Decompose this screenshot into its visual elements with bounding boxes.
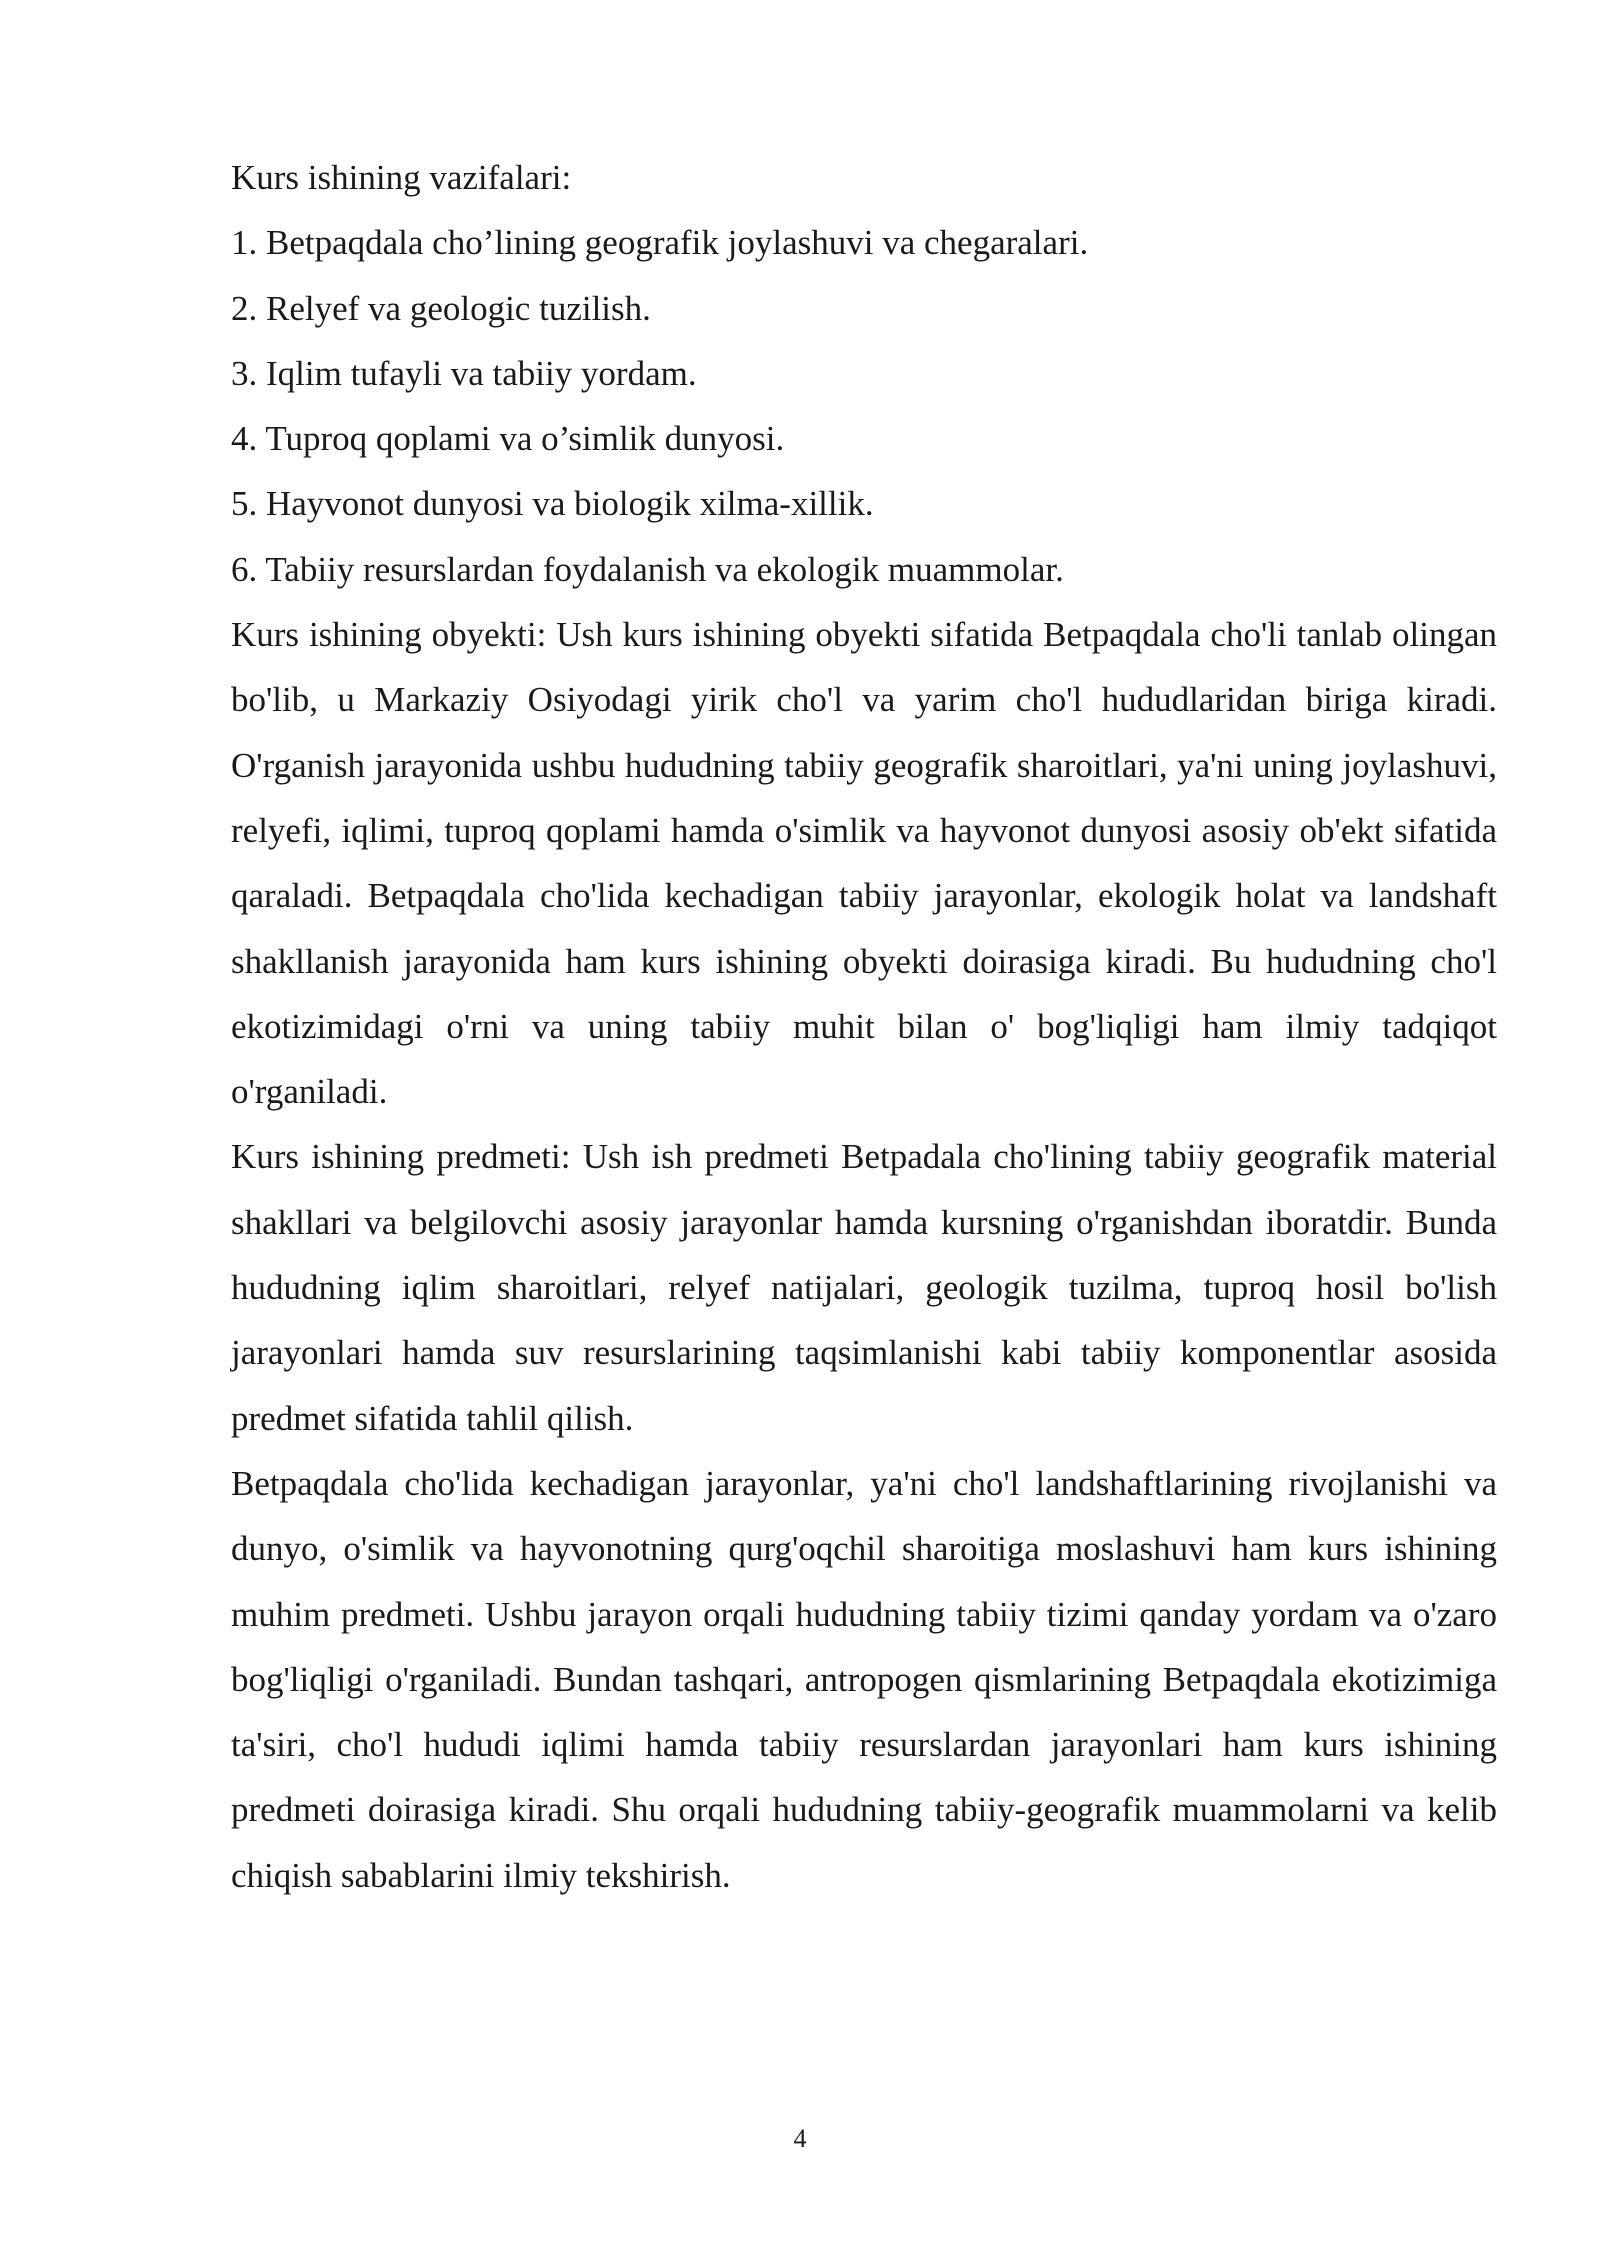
tasks-heading: Kurs ishining vazifalari: — [231, 158, 572, 197]
task-item-5: 5. Hayvonot dunyosi va biologik xilma-xillik. — [231, 484, 874, 524]
task-item-4: 4. Tuproq qoplami va o’simlik dunyosi. — [231, 419, 785, 459]
task-item-2: 2. Relyef va geologic tuzilish. — [231, 288, 651, 328]
task-item-1: 1. Betpaqdala cho’lining geografik joylashuvi va chegaralari. — [231, 223, 1089, 263]
page-content — [231, 145, 1497, 1908]
object-paragraph: Kurs ishining obyekti: Ush kurs ishining obyekti sifatida Betpaqdala cho'li tanlab olingan bo'lib, u Markaziy Osiyodagi yirik cho'l va yarim cho'l hududlaridan biriga kiradi. O'rganish jarayonida ushbu hududning tabiiy geografik sharoitlari, ya'ni uning joylashuvi, relyefi, iqlimi, tuproq qoplami hamda o'simlik va hayvonot dunyosi asosiy ob'ekt sifatida qaraladi. Betpaqdala cho'lida kechadigan tabiiy jarayonlar, ekologik holat va landshaft shakllanish jarayonida ham kurs ishining obyekti doirasiga kiradi. Bu hududning cho'l ekotizimidagi o'rni va uning tabiiy muhit bilan o' bog'liqligi ham ilmiy tadqiqot o'rganiladi. — [231, 615, 1497, 1112]
task-item-3: 3. Iqlim tufayli va tabiiy yordam. — [231, 353, 697, 393]
processes-paragraph: Betpaqdala cho'lida kechadigan jarayonlar, ya'ni cho'l landshaftlarining rivojlanishi va dunyo, o'simlik va hayvonotning qurg'oqchil sharoitiga moslashuvi ham kurs ishining muhim predmeti. Ushbu jarayon orqali hududning tabiiy tizimi qanday yordam va o'zaro bog'liqligi o'rganiladi. Bundan tashqari, antropogen qismlarining Betpaqdala ekotizimiga ta'siri, cho'l hududi iqlimi hamda tabiiy resurslardan jarayonlari ham kurs ishining predmeti doirasiga kiradi. Shu orqali hududning tabiiy-geografik muammolarni va kelib chiqish sabablarini ilmiy tekshirish. — [231, 1463, 1497, 1895]
task-item-6: 6. Tabiiy resurslardan foydalanish va ekologik muammolar. — [231, 549, 1064, 589]
page-number: 4 — [793, 2124, 807, 2153]
subject-paragraph: Kurs ishining predmeti: Ush ish predmeti Betpadala cho'lining tabiiy geografik material shakllari va belgilovchi asosiy jarayonlar hamda kursning o'rganishdan iboratdir. Bunda hududning iqlim sharoitlari, relyef natijalari, geologik tuzilma, tuproq hosil bo'lish jarayonlari hamda suv resurslarining taqsimlanishi kabi tabiiy komponentlar asosida predmet sifatida tahlil qilish. — [231, 1137, 1497, 1438]
